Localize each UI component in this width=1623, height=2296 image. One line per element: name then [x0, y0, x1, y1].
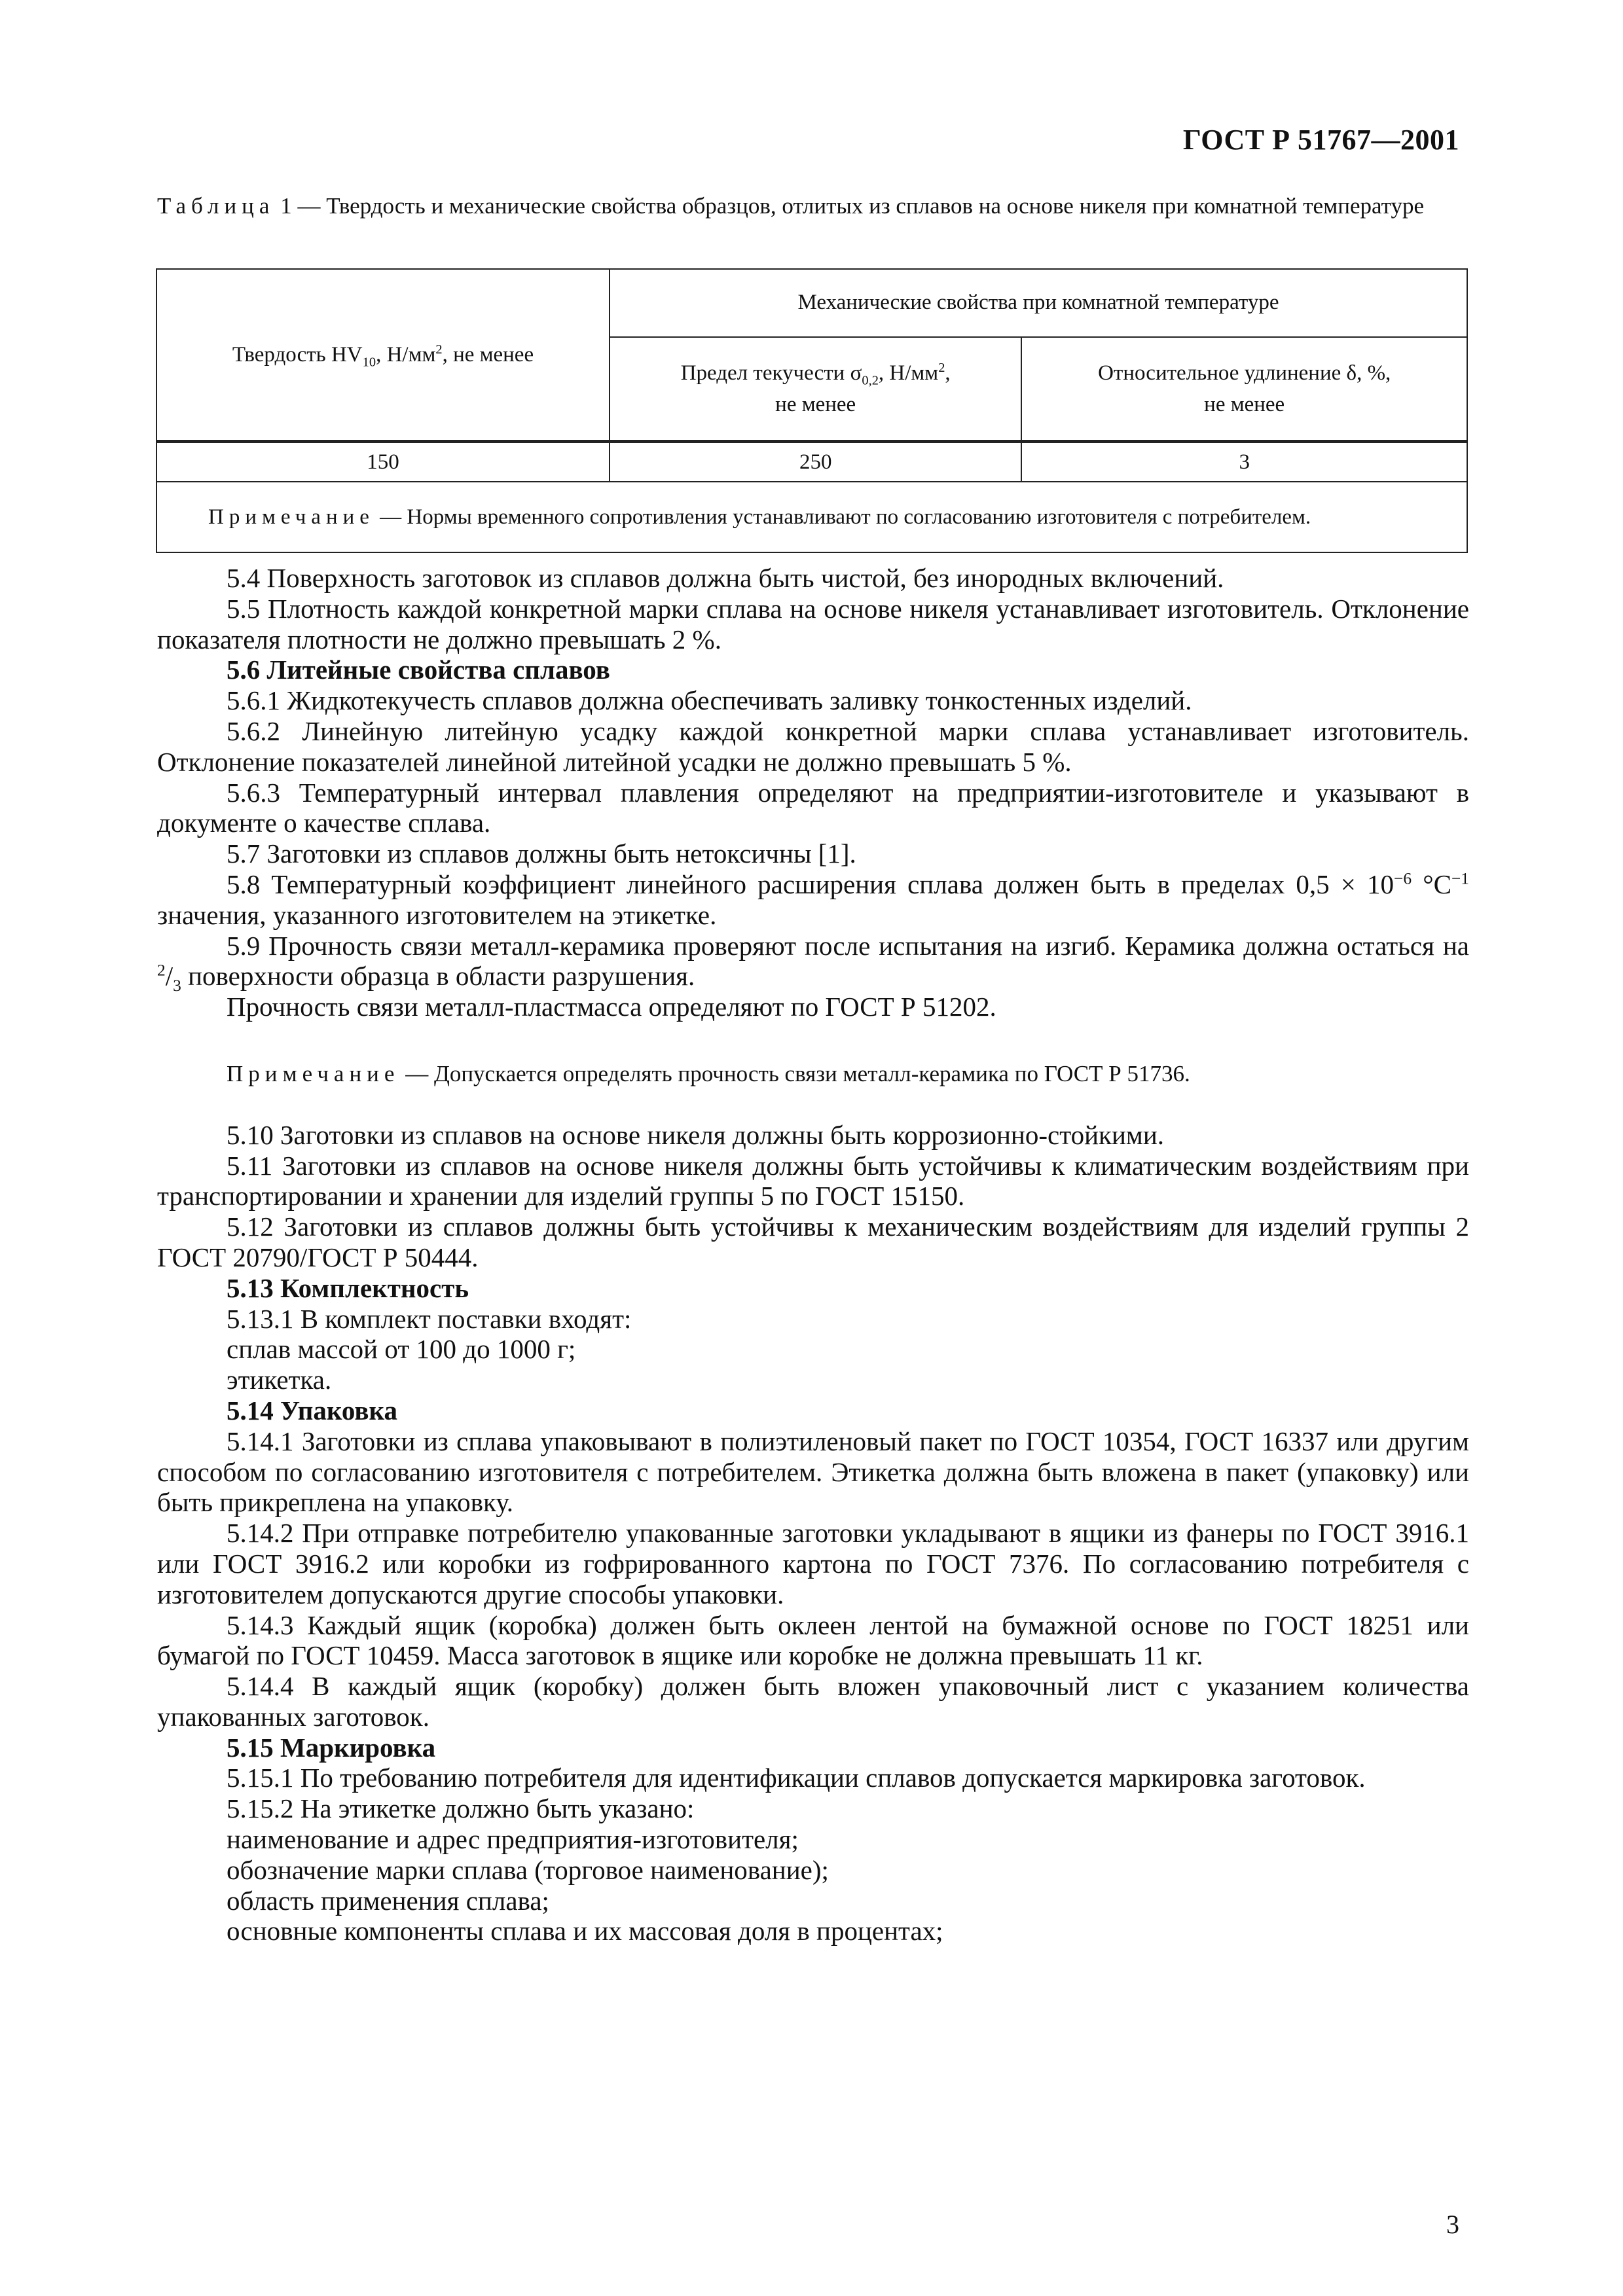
list-item: область применения сплава;: [227, 1885, 549, 1916]
paragraph-5-12: 5.12 Заготовки из сплавов должны быть устойчивы к механическим воздействиям для изделий группы 2 ГОСТ 20790/ГОСТ Р 50444.: [157, 1211, 1469, 1272]
list-item: наименование и адрес предприятия-изготовителя;: [227, 1824, 799, 1855]
paragraph-5-8: 5.8 Температурный коэффициент линейного расширения сплава должен быть в пределах $0,5 \times 10^{-6}$ $^\circ С^{-1}$ значения, указанного изготовителем на этикетке.: [157, 869, 1469, 930]
list-item: основные компоненты сплава и их массовая доля в процентах;: [227, 1916, 943, 1946]
table-header-elongation: Относительное удлинение δ, %, не менее: [1021, 337, 1467, 442]
paragraph-5-6-1: 5.6.1 Жидкотекучесть сплавов должна обеспечивать заливку тонкостенных изделий.: [227, 685, 1192, 716]
document-id-header: ГОСТ Р 51767—2001: [1182, 124, 1459, 156]
table-header-hardness: Твердость $HV_{10}$, $Н/мм^2$, не менее: [156, 269, 610, 442]
table-header-yield: Предел текучести $\sigma_{0,2}$, $Н/мм^2$, не менее: [610, 337, 1021, 442]
paragraph-5-9: 5.9 Прочность связи металл-керамика проверяют после испытания на изгиб. Керамика должна остаться на $^2/_3$ поверхности образца в области разрушения.: [157, 930, 1469, 996]
paragraph-5-14-3: 5.14.3 Каждый ящик (коробка) должен быть оклеен лентой на бумажной основе по ГОСТ 18251 или бумагой по ГОСТ 10459. Масса заготовок в ящике или коробке не должна превышать 11 кг.: [157, 1609, 1469, 1671]
page-number: 3: [1446, 2210, 1459, 2239]
table-note: Примечание — Нормы временного сопротивления устанавливают по согласованию изготовителя с потребителем.: [156, 482, 1467, 552]
paragraph-5-6-3: 5.6.3 Температурный интервал плавления определяют на предприятии-изготовителе и указывают в документе о качестве сплава.: [157, 777, 1469, 838]
table-row: [156, 442, 1467, 482]
paragraph-5-15-1: 5.15.1 По требованию потребителя для идентификации сплавов допускается маркировка заготовок.: [227, 1763, 1366, 1793]
paragraph-5-13-1: 5.13.1 В комплект поставки входят:: [227, 1303, 632, 1334]
note-5-9: Примечание — Допускается определять прочность связи металл-керамика по ГОСТ Р 51736.: [227, 1060, 1190, 1086]
paragraph-5-5: 5.5 Плотность каждой конкретной марки сплава на основе никеля устанавливает изготовитель. Отклонение показателя плотности не должно превышать 2 %.: [157, 593, 1469, 655]
document-body: [157, 563, 1469, 1946]
paragraph-5-4: 5.4 Поверхность заготовок из сплавов должна быть чистой, без инородных включений.: [227, 563, 1224, 593]
table-caption-text: 1 — Твердость и механические свойства образцов, отлитых из сплавов на основе никеля при комнатной температуре: [274, 193, 1424, 219]
list-item: этикетка.: [227, 1365, 332, 1395]
list-item: обозначение марки сплава (торговое наименование);: [227, 1854, 829, 1885]
table-cell-elongation: 3: [1021, 442, 1467, 482]
section-heading-5-6: 5.6 Литейные свойства сплавов: [227, 655, 610, 685]
table-caption-label: Таблица: [157, 193, 275, 219]
paragraph-5-15-2: 5.15.2 На этикетке должно быть указано:: [227, 1793, 695, 1824]
paragraph-5-10: 5.10 Заготовки из сплавов на основе никеля должны быть коррозионно-стойкими.: [227, 1119, 1165, 1150]
section-heading-5-15: 5.15 Маркировка: [227, 1732, 436, 1763]
paragraph-5-14-4: 5.14.4 В каждый ящик (коробку) должен быть вложен упаковочный лист с указанием количества упакованных заготовок.: [157, 1671, 1469, 1732]
table-cell-yield: 250: [610, 442, 1021, 482]
paragraph-5-7: 5.7 Заготовки из сплавов должны быть нетоксичны [1].: [227, 838, 856, 869]
paragraph-5-14-1: 5.14.1 Заготовки из сплава упаковывают в полиэтиленовый пакет по ГОСТ 10354, ГОСТ 16337 или другим способом по согласованию изготовителя с потребителем. Этикетка должна быть вложена в пакет (упаковку) или быть прикреплена на упаковку.: [157, 1426, 1469, 1518]
table-header-group: Механические свойства при комнатной температуре: [610, 269, 1467, 337]
paragraph-5-11: 5.11 Заготовки из сплавов на основе никеля должны быть устойчивы к климатическим воздействиям при транспортировании и хранении для изделий группы 5 по ГОСТ 15150.: [157, 1150, 1469, 1211]
paragraph-5-14-2: 5.14.2 При отправке потребителю упакованные заготовки укладывают в ящики из фанеры по ГОСТ 3916.1 или ГОСТ 3916.2 или коробки из гофрированного картона по ГОСТ 7376. По согласованию потребителя с изготовителем допускаются другие способы упаковки.: [157, 1518, 1469, 1609]
table-caption: [157, 191, 1467, 221]
paragraph-5-9-bond: Прочность связи металл-пластмасса определяют по ГОСТ Р 51202.: [227, 992, 996, 1022]
table-cell-hardness: 150: [156, 442, 610, 482]
section-heading-5-14: 5.14 Упаковка: [227, 1395, 398, 1426]
section-heading-5-13: 5.13 Комплектность: [227, 1272, 469, 1303]
properties-table: [156, 268, 1468, 553]
list-item: сплав массой от 100 до 1000 г;: [227, 1334, 576, 1365]
paragraph-5-6-2: 5.6.2 Линейную литейную усадку каждой конкретной марки сплава устанавливает изготовитель. Отклонение показателей линейной литейной усадки не должно превышать 5 %.: [157, 715, 1469, 777]
